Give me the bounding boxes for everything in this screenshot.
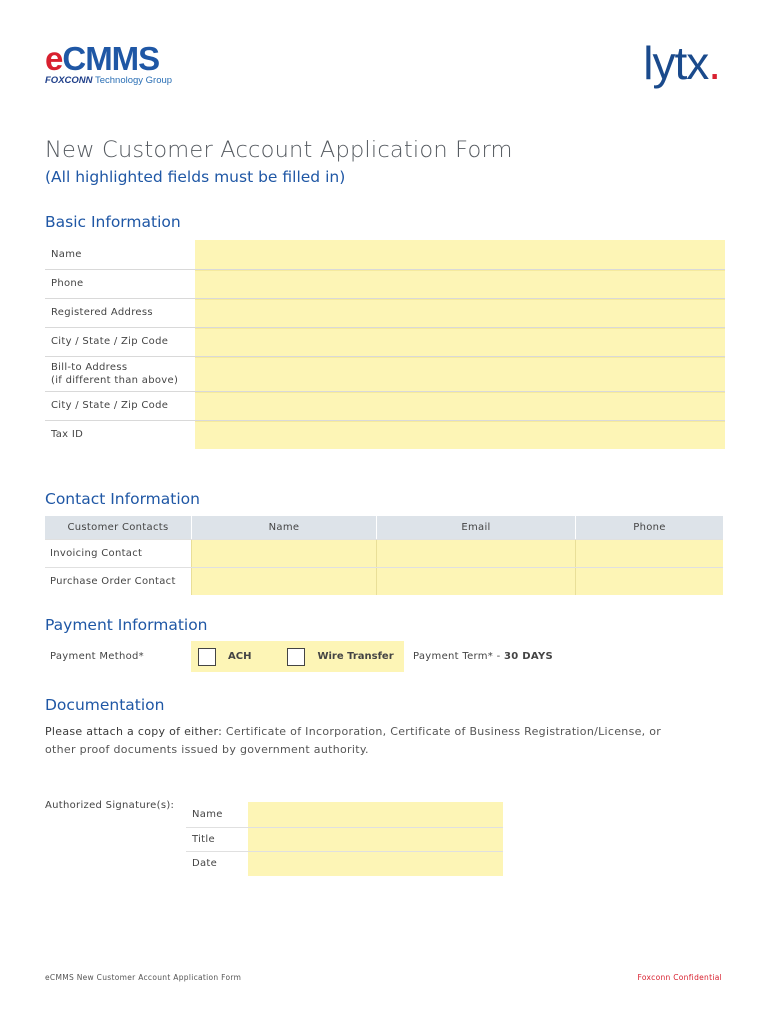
documentation-text [45, 723, 685, 759]
signature-row-date [186, 851, 503, 876]
basic-row-billto-city [45, 391, 725, 420]
table-row [45, 567, 723, 595]
technology-group: Technology Group [94, 75, 173, 86]
column-header: Email [376, 516, 575, 539]
foxconn-tagline [45, 75, 195, 86]
footer-form-name: eCMMS New Customer Account Application Form [45, 973, 242, 982]
field-label: Tax ID [51, 429, 84, 441]
row-label: Invoicing Contact [50, 548, 143, 559]
invoicing-email-field[interactable] [376, 540, 575, 567]
basic-row-name [45, 240, 725, 269]
page-subtitle: (All highlighted fields must be filled in) [45, 168, 346, 186]
wire-transfer-label: Wire Transfer [317, 651, 394, 662]
field-label: Name [51, 248, 82, 260]
po-phone-field[interactable] [575, 568, 723, 595]
lytx-logo [643, 38, 720, 88]
contact-header-row [45, 516, 723, 539]
footer-confidential: Foxconn Confidential [637, 973, 722, 982]
signature-name-field[interactable] [248, 802, 503, 827]
field-label: City / State / Zip Code [51, 336, 169, 348]
payment-term-label: Payment Term* - [413, 651, 504, 662]
lytx-wordmark: lytx [643, 37, 709, 89]
contact-info-heading: Contact Information [45, 490, 200, 508]
basic-row-city [45, 327, 725, 356]
payment-info-heading: Payment Information [45, 616, 208, 634]
registered-address-field[interactable] [195, 299, 725, 327]
ecmms-logo [45, 40, 195, 86]
basic-row-address [45, 298, 725, 327]
field-label: Date [192, 858, 218, 870]
ach-checkbox[interactable] [198, 648, 216, 666]
name-field[interactable] [195, 240, 725, 269]
signature-row-name [186, 802, 503, 827]
payment-term [413, 651, 553, 662]
bill-to-address-field[interactable] [195, 357, 725, 391]
field-label: Name [192, 808, 223, 820]
row-label: Purchase Order Contact [50, 576, 176, 587]
payment-term-value: 30 DAYS [503, 651, 553, 662]
basic-row-billto [45, 356, 725, 391]
invoicing-name-field[interactable] [191, 540, 376, 567]
contact-info-table [45, 516, 723, 595]
ecmms-main: CMMS [62, 40, 160, 77]
invoicing-phone-field[interactable] [575, 540, 723, 567]
wire-transfer-checkbox[interactable] [287, 648, 305, 666]
basic-row-taxid [45, 420, 725, 449]
authorized-signature-label: Authorized Signature(s): [45, 800, 175, 811]
signature-title-field[interactable] [248, 828, 503, 852]
billto-city-state-zip-field[interactable] [195, 392, 725, 420]
documentation-lead: Please attach a copy of either: [45, 725, 223, 738]
city-state-zip-field[interactable] [195, 328, 725, 356]
field-label: Title [192, 833, 215, 845]
payment-row [45, 641, 725, 672]
column-header: Phone [575, 516, 723, 539]
tax-id-field[interactable] [195, 421, 725, 449]
payment-method-options [191, 641, 404, 672]
column-header: Name [191, 516, 376, 539]
foxconn-name: FOXCONN [45, 75, 93, 86]
phone-field[interactable] [195, 270, 725, 298]
field-label: City / State / Zip Code [51, 400, 169, 412]
basic-info-table [45, 240, 725, 449]
table-row [45, 539, 723, 567]
field-label: Registered Address [51, 307, 153, 319]
signature-table [186, 802, 503, 876]
payment-method-label: Payment Method* [50, 651, 144, 662]
basic-info-heading: Basic Information [45, 213, 181, 231]
page-title: New Customer Account Application Form [45, 137, 513, 163]
field-label: Phone [51, 278, 84, 290]
lytx-dot: . [708, 37, 720, 89]
basic-row-phone [45, 269, 725, 298]
field-label: Bill-to Address (if different than above) [51, 361, 179, 386]
signature-date-field[interactable] [248, 852, 503, 876]
po-name-field[interactable] [191, 568, 376, 595]
ecmms-e: e [45, 40, 63, 77]
ecmms-wordmark [45, 40, 195, 77]
signature-row-title [186, 827, 503, 852]
documentation-heading: Documentation [45, 696, 165, 714]
column-header: Customer Contacts [67, 522, 169, 533]
documentation-body: Certificate of Incorporation, Certificate of Business Registration/License, or other proof documents issued by government authority. [45, 725, 662, 756]
po-email-field[interactable] [376, 568, 575, 595]
ach-label: ACH [228, 651, 252, 662]
